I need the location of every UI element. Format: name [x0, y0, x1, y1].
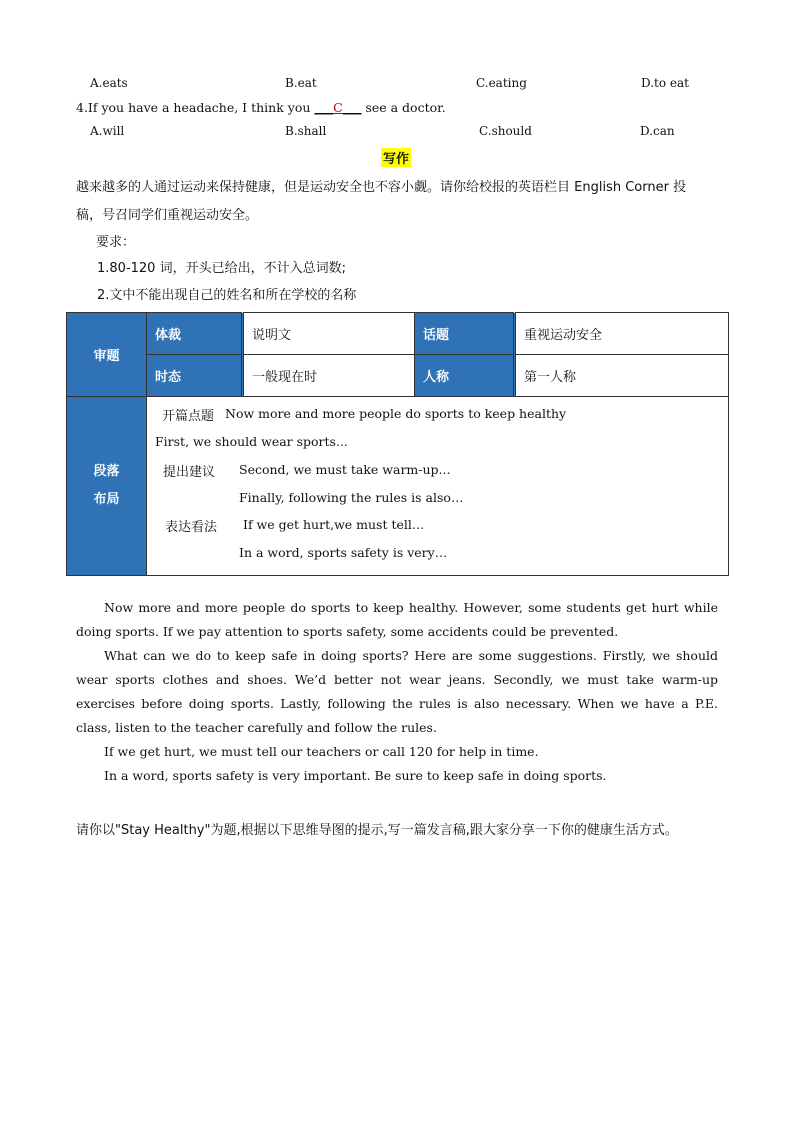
tense-label: 时态	[147, 355, 243, 397]
layout-label-line-1: 段落	[93, 464, 120, 479]
essay-paragraph-3: If we get hurt, we must tell our teachers or call 120 for help in time.	[104, 744, 539, 759]
essay-paragraph-1: Now more and more people do sports to keep healthy. However, some students get hurt while doing sports. If we pay attention to sports safety, some accidents could be prevented.	[76, 600, 718, 639]
second-point: Second, we must take warm-up...	[239, 462, 451, 477]
opinion-label: 表达看法	[165, 520, 218, 535]
writing-prompt-line-2: 稿，号召同学们重视运动安全。	[76, 208, 259, 223]
requirements-label: 要求：	[96, 235, 136, 250]
q4-answer: C	[333, 100, 343, 115]
first-point: First, we should wear sports...	[155, 434, 348, 449]
layout-label	[67, 397, 147, 576]
writing-plan-table	[66, 312, 729, 576]
question-4	[76, 100, 446, 115]
layout-content	[147, 397, 729, 576]
if-hurt-point: If we get hurt,we must tell…	[243, 517, 425, 532]
requirement-2: 2.文中不能出现自己的姓名和所在学校的名称	[97, 288, 357, 303]
conclusion-point: In a word, sports safety is very…	[239, 545, 448, 560]
q3-option-d: D.to eat	[641, 76, 689, 90]
q4-blank-right: ___	[342, 100, 362, 115]
person-value: 第一人称	[515, 355, 729, 397]
opening-label: 开篇点题	[162, 409, 215, 424]
essay-paragraph-2: What can we do to keep safe in doing sports? Here are some suggestions. Firstly, we should wear sports clothes and shoes. We’d better not wear jeans. Secondly, we must take warm-up exercises before doing sports. Lastly, following the rules is also necessary. When we have a P.E. class, listen to the teacher carefully and follow the rules.	[76, 648, 718, 735]
q4-option-c: C.should	[479, 124, 532, 138]
essay-paragraph-4: In a word, sports safety is very important. Be sure to keep safe in doing sports.	[104, 768, 607, 783]
writing-prompt-line-1: 越来越多的人通过运动来保持健康，但是运动安全也不容小觑。请你给校报的英语栏目 English Corner 投	[76, 180, 687, 195]
q4-blank-left: ___	[314, 100, 334, 115]
finally-point: Finally, following the rules is also…	[239, 490, 464, 505]
genre-value: 说明文	[243, 313, 415, 355]
requirement-1: 1.80-120 词，开头已给出，不计入总词数;	[97, 261, 346, 276]
q4-option-a: A.will	[90, 124, 125, 138]
person-label: 人称	[415, 355, 515, 397]
layout-label-line-2: 布局	[93, 492, 120, 507]
topic-value: 重视运动安全	[515, 313, 729, 355]
review-label: 审题	[67, 313, 147, 397]
q4-stem-after: see a doctor.	[361, 100, 446, 115]
suggest-label: 提出建议	[163, 465, 216, 480]
q4-stem-before: 4.If you have a headache, I think you	[76, 100, 315, 115]
tense-value: 一般现在时	[243, 355, 415, 397]
genre-label: 体裁	[147, 313, 243, 355]
opening-text: Now more and more people do sports to keep healthy	[225, 406, 567, 421]
model-essay	[76, 596, 718, 788]
topic-label: 话题	[415, 313, 515, 355]
q3-option-b: B.eat	[285, 76, 317, 90]
q4-option-d: D.can	[640, 124, 675, 138]
writing-heading: 写作	[381, 148, 411, 167]
q3-option-a: A.eats	[90, 76, 128, 90]
q3-option-c: C.eating	[476, 76, 527, 90]
q4-option-b: B.shall	[285, 124, 327, 138]
next-task-prompt: 请你以"Stay Healthy"为题,根据以下思维导图的提示,写一篇发言稿,跟大家分享一下你的健康生活方式。	[76, 823, 678, 838]
